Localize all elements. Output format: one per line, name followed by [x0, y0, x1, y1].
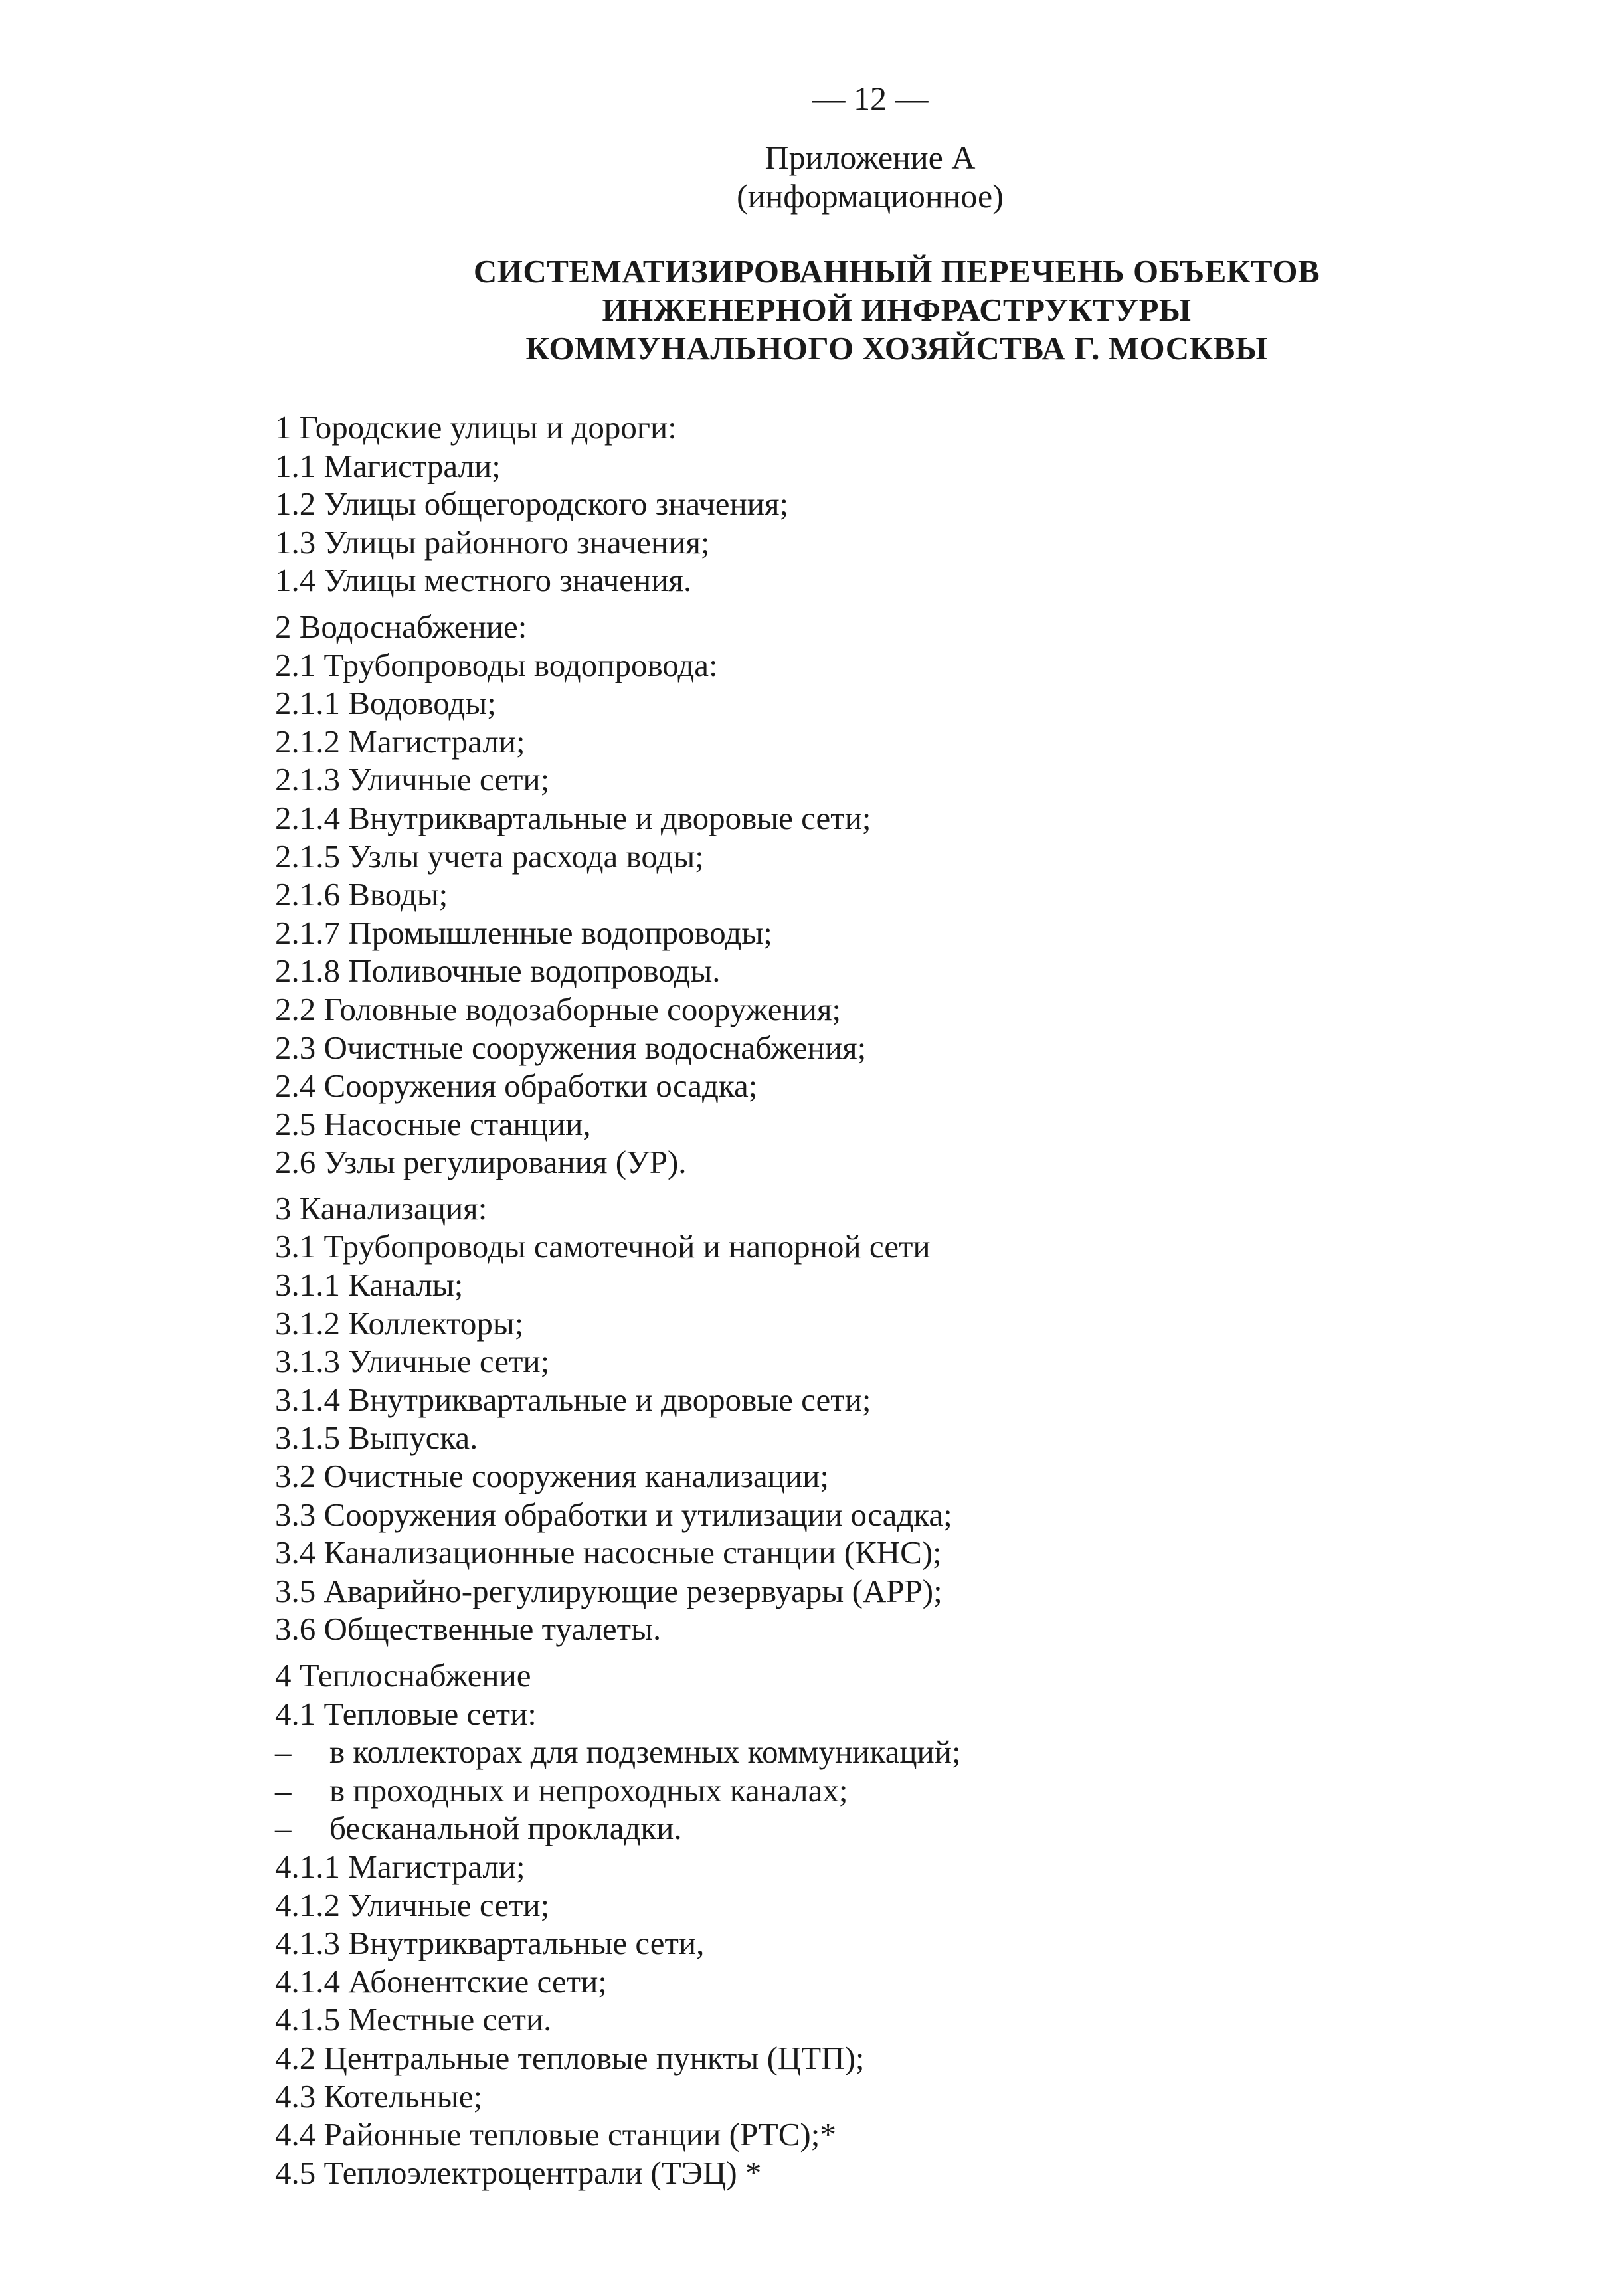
- list-item: 4.1.4 Абонентские сети;: [275, 1963, 607, 2000]
- list-item: 4.3 Котельные;: [275, 2077, 483, 2115]
- list-item: 3.1.2 Коллекторы;: [275, 1304, 524, 1342]
- list-item: 1.1 Магистрали;: [275, 447, 501, 484]
- list-item: 4.4 Районные тепловые станции (РТС);*: [275, 2116, 836, 2153]
- dash-item-text: в проходных и непроходных каналах;: [329, 1771, 848, 1809]
- list-item: 2.3 Очистные сооружения водоснабжения;: [275, 1029, 867, 1066]
- list-item: 2.6 Узлы регулирования (УР).: [275, 1144, 687, 1181]
- list-item: 2.1.8 Поливочные водопроводы.: [275, 952, 721, 990]
- section-heading-water-supply: 2 Водоснабжение:: [275, 608, 527, 645]
- title-line: ИНЖЕНЕРНОЙ ИНФРАСТРУКТУРЫ: [602, 292, 1192, 328]
- list-item: 1.2 Улицы общегородского значения;: [275, 486, 789, 523]
- dash-marker: –: [275, 1733, 292, 1771]
- title-line: СИСТЕМАТИЗИРОВАННЫЙ ПЕРЕЧЕНЬ ОБЪЕКТОВ: [473, 253, 1320, 290]
- dash-list-item: [275, 1809, 1537, 1848]
- list-item: 2.1.7 Промышленные водопроводы;: [275, 914, 772, 951]
- list-item: 3.1.5 Выпуска.: [275, 1419, 478, 1457]
- list-item: 3.2 Очистные сооружения канализации;: [275, 1458, 829, 1495]
- list-item: 2.1 Трубопроводы водопровода:: [275, 646, 718, 683]
- list-item: 3.3 Сооружения обработки и утилизации осадка;: [275, 1496, 952, 1533]
- list-item: 2.1.2 Магистрали;: [275, 723, 525, 760]
- list-item: 3.4 Канализационные насосные станции (КНС);: [275, 1534, 942, 1571]
- section-heading-heat-supply: 4 Теплоснабжение: [275, 1657, 531, 1694]
- dash-marker: –: [275, 1771, 292, 1809]
- list-item: 4.1.2 Уличные сети;: [275, 1886, 550, 1923]
- dash-item-text: бесканальной прокладки.: [329, 1810, 682, 1847]
- page-number: — 12 —: [812, 80, 929, 117]
- list-item: 4.1.1 Магистрали;: [275, 1848, 525, 1885]
- list-item: 2.1.1 Водоводы;: [275, 685, 496, 722]
- appendix-label: Приложение А: [765, 139, 976, 176]
- document-title: [372, 252, 1421, 368]
- list-item: 3.5 Аварийно-регулирующие резервуары (АРР);: [275, 1572, 943, 1609]
- list-item: 2.1.3 Уличные сети;: [275, 761, 550, 798]
- list-item: 3.1.4 Внутриквартальные и дворовые сети;: [275, 1381, 871, 1418]
- list-item: 2.4 Сооружения обработки осадка;: [275, 1067, 758, 1104]
- list-item: 4.1.5 Местные сети.: [275, 2001, 552, 2038]
- appendix-header: [697, 138, 1043, 215]
- list-item: 2.1.4 Внутриквартальные и дворовые сети;: [275, 799, 871, 836]
- list-item: 4.1 Тепловые сети:: [275, 1695, 537, 1732]
- dash-item-text: в коллекторах для подземных коммуникаций;: [329, 1733, 961, 1771]
- dash-list-item: [275, 1733, 1537, 1771]
- list-item: 1.4 Улицы местного значения.: [275, 562, 692, 599]
- list-item: 2.5 Насосные станции,: [275, 1105, 591, 1142]
- object-list: [275, 408, 1537, 2192]
- list-item: 3.1 Трубопроводы самотечной и напорной сети: [275, 1228, 931, 1265]
- list-item: 2.1.6 Вводы;: [275, 876, 448, 913]
- list-item: 3.1.3 Уличные сети;: [275, 1343, 550, 1380]
- dash-marker: –: [275, 1810, 292, 1847]
- list-item: 4.2 Центральные тепловые пункты (ЦТП);: [275, 2039, 865, 2076]
- list-item: 3.1.1 Каналы;: [275, 1267, 464, 1304]
- section-heading-roads: 1 Городские улицы и дороги:: [275, 409, 677, 446]
- dash-list-item: [275, 1771, 1537, 1810]
- list-item: 4.1.3 Внутриквартальные сети,: [275, 1925, 705, 1962]
- section-heading-sewerage: 3 Канализация:: [275, 1190, 488, 1227]
- list-item: 3.6 Общественные туалеты.: [275, 1611, 662, 1648]
- appendix-type: (информационное): [737, 177, 1004, 215]
- list-item: 2.1.5 Узлы учета расхода воды;: [275, 838, 704, 875]
- list-item: 1.3 Улицы районного значения;: [275, 523, 710, 561]
- title-line: КОММУНАЛЬНОГО ХОЗЯЙСТВА Г. МОСКВЫ: [525, 330, 1268, 367]
- list-item: 4.5 Теплоэлектроцентрали (ТЭЦ) *: [275, 2154, 762, 2191]
- list-item: 2.2 Головные водозаборные сооружения;: [275, 990, 842, 1027]
